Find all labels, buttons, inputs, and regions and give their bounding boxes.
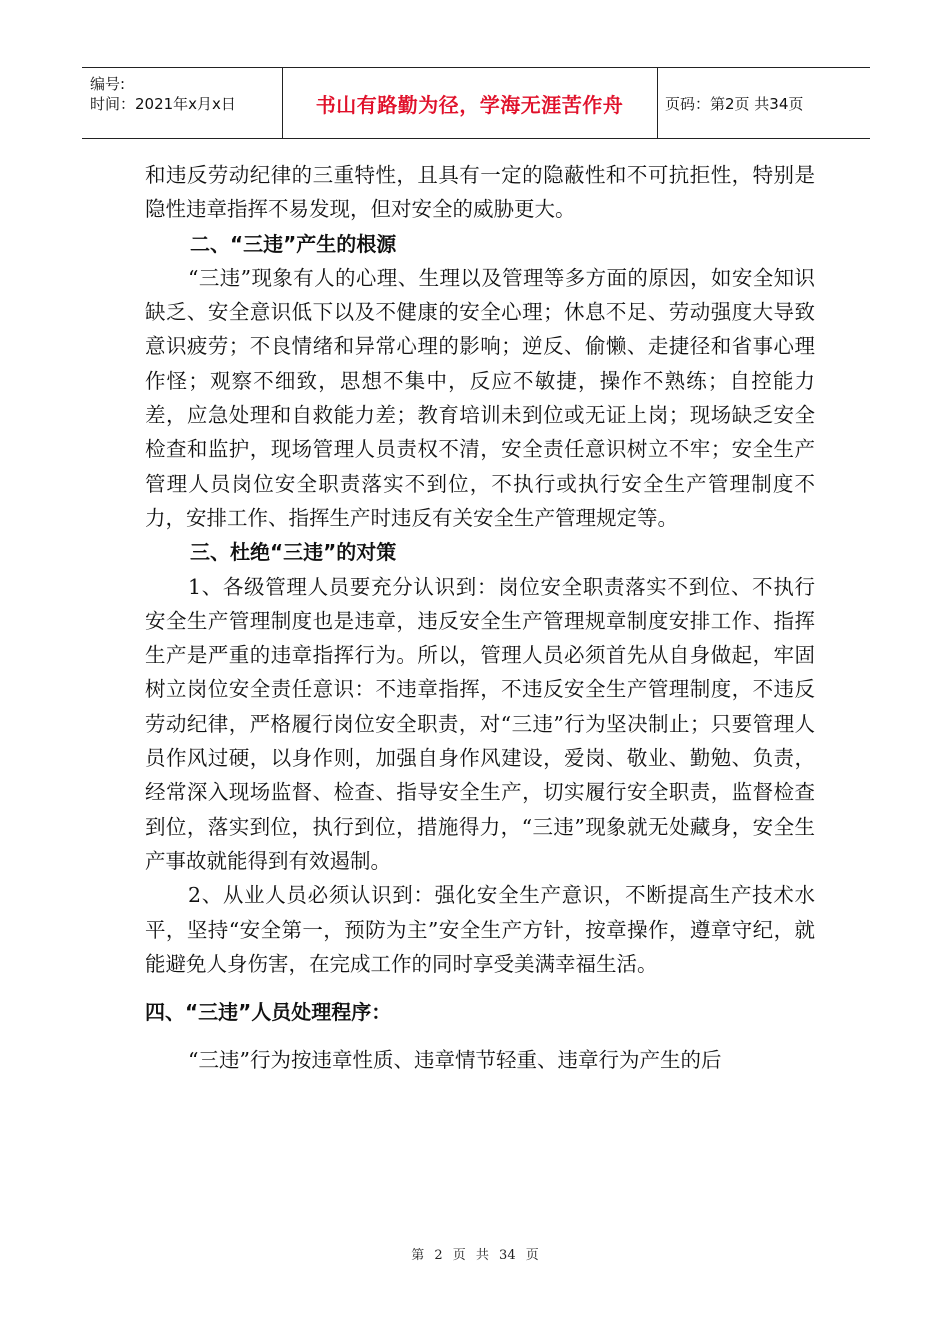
section-heading-2: 二、“三违”产生的根源 — [190, 231, 397, 256]
header-meta — [90, 74, 280, 114]
document-header — [82, 67, 870, 139]
page-footer: 第 2 页 共 34 页 — [411, 1248, 539, 1263]
paragraph-procedure: “三违”行为按违章性质、违章情节轻重、违章行为产生的后 — [188, 1048, 722, 1073]
paragraph-roots: “三违”现象有人的心理、生理以及管理等多方面的原因，如安全知识缺乏、安全意识低下以及不健康的安全心理；休息不足、劳动强度大导致意识疲劳；不良情绪和异常心理的影响；逆反、偷懒、走捷径和省事心理作怪；观察不细致，思想不集中，反应不敏捷，操作不熟练；自控能力差，应急处理和自救能力差；教育培训未到位或无证上岗；现场缺乏安全检查和监护，现场管理人员责权不清，安全责任意识树立不牢；安全生产管理人员岗位安全职责落实不到位，不执行或执行安全生产管理制度不力，安排工作、指挥生产时违反有关安全生产管理规定等。 — [145, 265, 815, 530]
header-divider — [657, 68, 658, 138]
section-heading-4: 四、“三违”人员处理程序： — [145, 1000, 392, 1025]
header-motto: 书山有路勤为径，学海无涯苦作舟 — [315, 92, 624, 117]
section-heading-3: 三、杜绝“三违”的对策 — [190, 540, 397, 565]
time-label: 时间：2021年x月x日 — [90, 95, 236, 113]
serial-label: 编号: — [90, 75, 126, 93]
header-page-info: 页码：第2页 共34页 — [665, 94, 804, 113]
paragraph-measure-1: 1、各级管理人员要充分认识到：岗位安全职责落实不到位、不执行安全生产管理制度也是违章，违反安全生产管理规章制度安排工作、指挥生产是严重的违章指挥行为。所以，管理人员必须首先从自身做起，牢固树立岗位安全责任意识：不违章指挥，不违反安全生产管理制度，不违反劳动纪律，严格履行岗位安全职责，对“三违”行为坚决制止；只要管理人员作风过硬，以身作则，加强自身作风建设，爱岗、敬业、勤勉、负责，经常深入现场监督、检查、指导安全生产，切实履行安全职责，监督检查到位，落实到位，执行到位，措施得力，“三违”现象就无处藏身，安全生产事故就能得到有效遏制。 — [145, 574, 815, 873]
document-body — [145, 158, 815, 1078]
paragraph-continued: 和违反劳动纪律的三重特性，且具有一定的隐蔽性和不可抗拒性，特别是隐性违章指挥不易发现，但对安全的威胁更大。 — [145, 163, 815, 222]
paragraph-measure-2: 2、从业人员必须认识到：强化安全生产意识，不断提高生产技术水平，坚持“安全第一，预防为主”安全生产方针，按章操作，遵章守纪，就能避免人身伤害，在完成工作的同时享受美满幸福生活。 — [145, 883, 815, 976]
